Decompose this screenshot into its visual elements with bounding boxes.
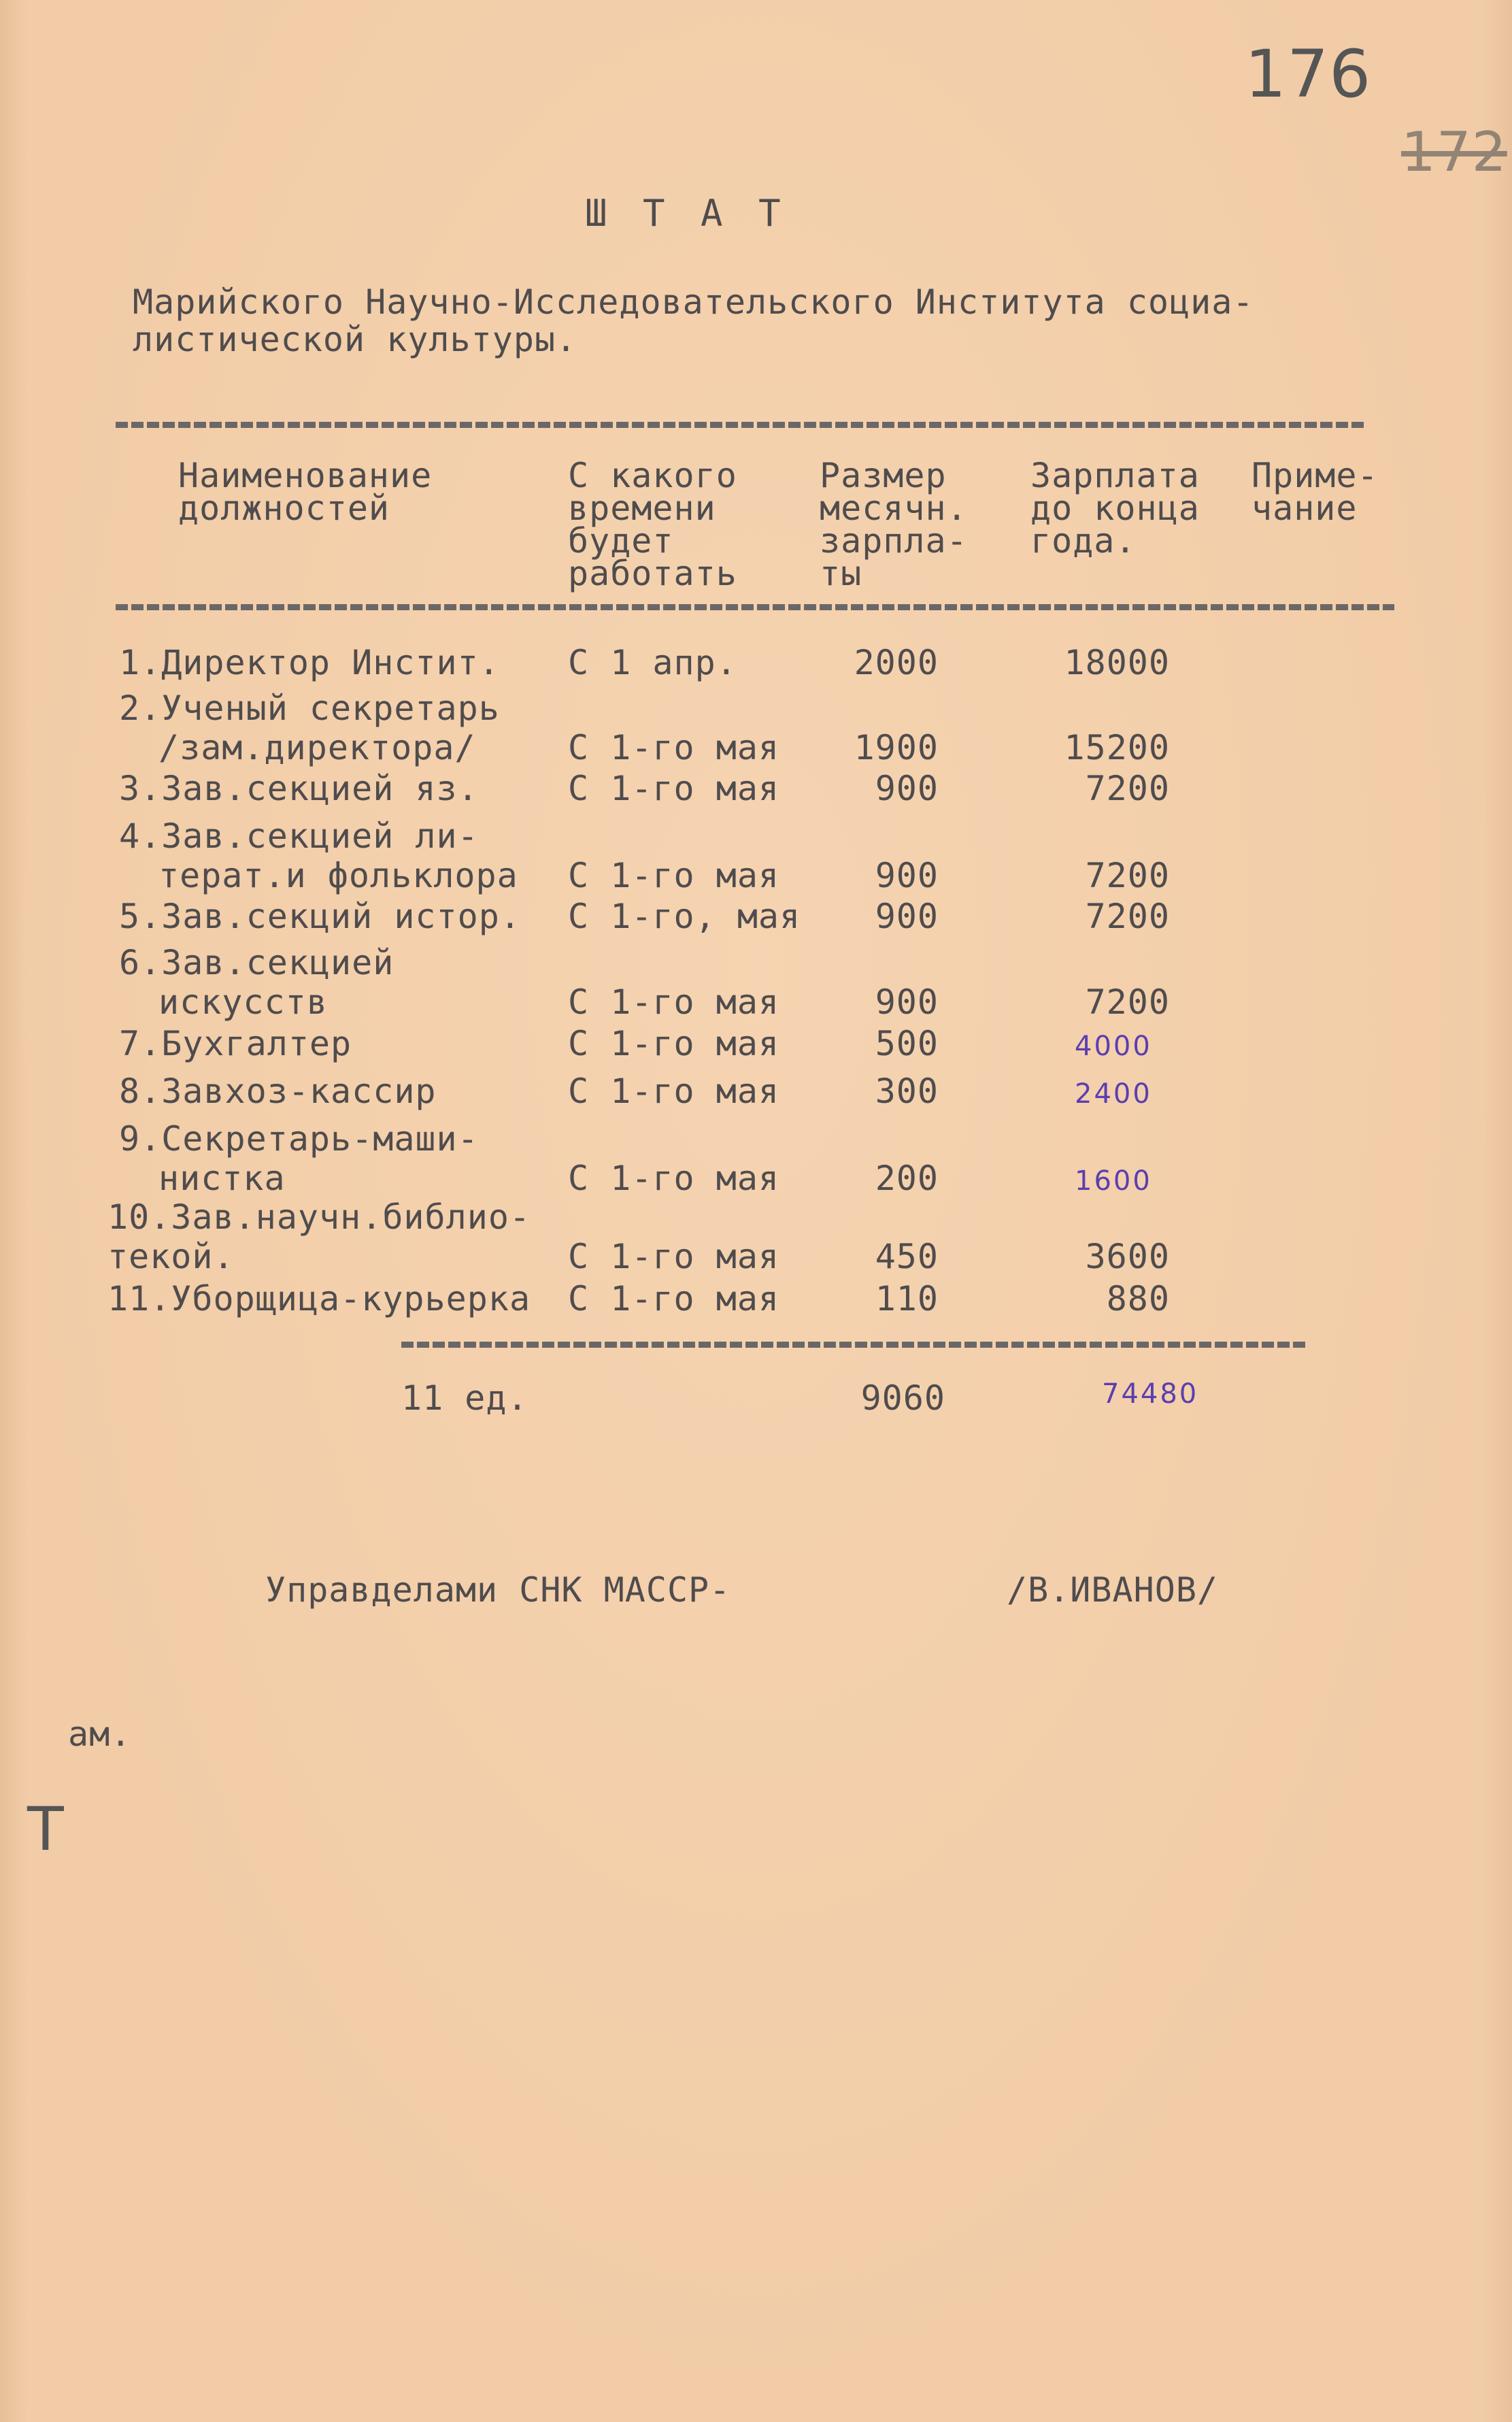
signature-position: Управделами СНК МАССР- (265, 1570, 731, 1610)
row-annual-salary: 7200 (1085, 856, 1170, 895)
header-col2-line: времени (568, 488, 716, 528)
row-monthly-salary: 900 (875, 982, 939, 1022)
row-monthly-salary: 450 (875, 1237, 939, 1276)
subtitle-line-1: Марийского Научно-Исследовательского Института социа- (133, 282, 1254, 322)
row-name: 7.Бухгалтер (119, 1024, 352, 1063)
row-start-date: С 1 апр. (568, 643, 737, 682)
row-name: 8.Завхоз-кассир (119, 1072, 437, 1111)
table-top-rule (116, 422, 1367, 428)
row-annual-salary: 3600 (1085, 1237, 1170, 1276)
header-col3-line: Размер (820, 456, 947, 495)
typist-initials: ам. (68, 1714, 132, 1754)
row-name: 4.Зав.секцией ли- (119, 816, 479, 856)
row-start-date: С 1-го мая (568, 1072, 780, 1111)
row-start-date: С 1-го мая (568, 856, 780, 895)
row-name: 1.Директор Инстит. (119, 643, 500, 682)
row-name: 9.Секретарь-маши- (119, 1119, 479, 1159)
row-annual-salary: 1600 (1075, 1165, 1152, 1197)
row-start-date: С 1-го, мая (568, 897, 801, 936)
row-annual-salary: 18000 (1064, 643, 1170, 682)
row-monthly-salary: 300 (875, 1072, 939, 1111)
header-col2-line: работать (568, 554, 737, 593)
header-col3-line: месячн. (820, 488, 968, 528)
row-annual-salary: 7200 (1085, 897, 1170, 936)
row-name: 10.Зав.научн.библио- (107, 1197, 531, 1237)
row-monthly-salary: 200 (875, 1159, 939, 1198)
row-monthly-salary: 1900 (854, 728, 939, 767)
header-col4-line: года. (1030, 521, 1137, 561)
row-start-date: С 1-го мая (568, 769, 780, 808)
row-name: текой. (107, 1237, 235, 1276)
row-name: нистка (158, 1159, 286, 1198)
table-header-rule (116, 604, 1394, 610)
row-annual-salary: 2400 (1075, 1078, 1152, 1110)
header-col3-line: ты (820, 554, 862, 593)
row-monthly-salary: 2000 (854, 643, 939, 682)
row-name: /зам.директора/ (158, 728, 476, 767)
row-annual-salary: 880 (1106, 1279, 1170, 1318)
header-col4-line: до конца (1030, 488, 1200, 528)
row-name: 6.Зав.секцией (119, 943, 394, 982)
document-title: Ш Т А Т (585, 192, 788, 235)
header-col5-line: Приме- (1251, 456, 1379, 495)
total-monthly: 9060 (860, 1378, 945, 1418)
header-col3-line: зарпла- (820, 521, 968, 561)
signature-name: /В.ИВАНОВ/ (1007, 1570, 1219, 1610)
page-number: 176 (1245, 36, 1372, 112)
row-start-date: С 1-го мая (568, 1279, 780, 1318)
row-name: 5.Зав.секций истор. (119, 897, 521, 936)
row-monthly-salary: 900 (875, 897, 939, 936)
row-name: 2.Ученый секретарь (119, 689, 500, 728)
row-monthly-salary: 500 (875, 1024, 939, 1063)
row-start-date: С 1-го мая (568, 1024, 780, 1063)
header-col1-line: Наименование (178, 456, 433, 495)
totals-rule (401, 1342, 1306, 1348)
page-number-struck: 172 (1401, 120, 1507, 184)
row-name: искусств (158, 982, 328, 1022)
header-col2-line: С какого (568, 456, 737, 495)
row-annual-salary: 15200 (1064, 728, 1170, 767)
row-start-date: С 1-го мая (568, 728, 780, 767)
header-col1-line: должностей (178, 488, 390, 528)
row-start-date: С 1-го мая (568, 982, 780, 1022)
row-annual-salary: 4000 (1075, 1031, 1152, 1062)
row-name: 3.Зав.секцией яз. (119, 769, 479, 808)
row-annual-salary: 7200 (1085, 982, 1170, 1022)
row-annual-salary: 7200 (1085, 769, 1170, 808)
header-col4-line: Зарплата (1030, 456, 1200, 495)
row-name: 11.Уборщица-курьерка (107, 1279, 531, 1318)
margin-mark: Т (27, 1794, 65, 1864)
row-name: терат.и фольклора (158, 856, 518, 895)
header-col2-line: будет (568, 521, 674, 561)
row-monthly-salary: 110 (875, 1279, 939, 1318)
row-monthly-salary: 900 (875, 856, 939, 895)
row-monthly-salary: 900 (875, 769, 939, 808)
total-annual: 74480 (1102, 1378, 1199, 1410)
header-col5-line: чание (1251, 488, 1358, 528)
subtitle-line-2: листической культуры. (133, 320, 577, 359)
row-start-date: С 1-го мая (568, 1159, 780, 1198)
row-start-date: С 1-го мая (568, 1237, 780, 1276)
total-units: 11 ед. (401, 1378, 528, 1418)
